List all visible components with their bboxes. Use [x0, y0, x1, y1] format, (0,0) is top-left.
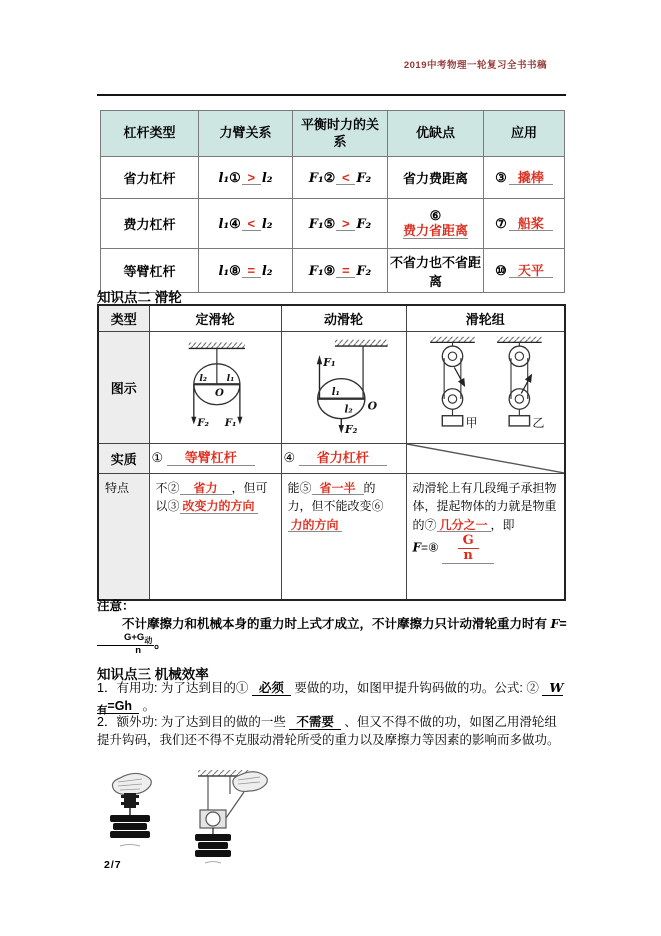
lever-type: 省力杠杆 [101, 157, 199, 199]
blank-number: ③ [495, 169, 507, 185]
answer-blank [336, 171, 355, 186]
ceiling-hatch-icon [188, 342, 244, 348]
answer-blank [242, 264, 261, 279]
answer-text: 改变力的方向 [182, 499, 255, 514]
document-header-title: 2019中考物理一轮复习全书书稿 [403, 60, 547, 71]
col-header-lever-type: 杠杆类型 [101, 111, 199, 157]
text: 不 [155, 480, 168, 495]
force-lhs: F₁ [308, 263, 324, 279]
pulley-block-lifting-figure [172, 768, 274, 868]
answer-text: 几分之一 [439, 517, 488, 532]
answer-blank [167, 451, 255, 466]
formula-symbol: W [549, 680, 564, 695]
lever-type: 费力杠杆 [101, 199, 199, 249]
fixed-pulley-diagram [152, 334, 280, 438]
pulley-group-diagram [410, 334, 560, 438]
blank-number: ⑥ [429, 207, 442, 223]
formula-rest: =Gh [107, 698, 133, 713]
text: 。 [142, 698, 156, 713]
fraction-numerator [97, 633, 154, 646]
answer-fill: 必须 [252, 681, 291, 696]
movable-pulley-diagram-cell [281, 331, 406, 443]
lever-type: 等臂杠杆 [101, 249, 199, 293]
answer-symbol: < [247, 215, 256, 231]
col-header-fixed-pulley: 定滑轮 [149, 305, 281, 331]
blank-number: ⑤ [323, 215, 336, 231]
text: 不计摩擦力和机械本身的重力时上式才成立，不计摩擦力只计动滑轮重力时有 [122, 617, 548, 631]
fraction [97, 633, 154, 655]
label-f1: F₁ [224, 416, 236, 429]
label-f2: F₂ [344, 422, 357, 436]
fraction-numerator: G [458, 534, 479, 549]
arm-rhs: l₂ [261, 216, 273, 232]
essence-fixed-cell [149, 443, 281, 473]
col-header-arm-relation: 力臂关系 [199, 111, 293, 157]
label-f2: F₂ [196, 416, 209, 429]
subscript: 有 [97, 705, 108, 716]
col-header-type: 类型 [98, 305, 149, 331]
answer-blank [336, 217, 355, 232]
features-movable-cell [281, 473, 406, 600]
answer-symbol: > [342, 215, 350, 231]
formula-equals: = [559, 617, 567, 631]
answer-blank [180, 500, 258, 514]
label-jia: 甲 [465, 415, 478, 430]
arm-relation-cell [199, 249, 293, 293]
label-o: O [214, 386, 224, 399]
answer-blank [437, 519, 491, 533]
blank-number: ⑩ [495, 262, 507, 278]
section-heading-efficiency: 知识点三 机械效率 [97, 667, 209, 682]
subscript: 动 [144, 635, 153, 645]
arm-lhs: l₁ [218, 170, 230, 186]
answer-fill: 不需要 [289, 715, 341, 730]
row-label-features: 特点 [98, 473, 149, 600]
answer-blank [442, 534, 494, 563]
blank-number: ⑤ [299, 480, 312, 495]
blank-number: ⑦ [495, 215, 507, 231]
force-rhs: F₂ [356, 263, 372, 279]
text: 2．额外功: 为了达到目的做的一些 [97, 715, 286, 729]
features-row [98, 473, 565, 600]
note-label: 注意： [97, 599, 135, 613]
answer-text: 省力 [193, 480, 218, 495]
label-o: O [367, 399, 377, 413]
table-row [101, 199, 565, 249]
answer-text: 力的方向 [290, 517, 339, 532]
blank-number: ⑨ [323, 262, 336, 278]
extra-work-paragraph [97, 714, 567, 749]
note-block [97, 598, 567, 655]
row-label-essence: 实质 [98, 443, 149, 473]
essence-group-empty-cell [406, 443, 565, 473]
text: ，即 [490, 517, 515, 532]
blank-number: ① [151, 450, 164, 465]
col-header-force-relation: 平衡时力的关系 [293, 111, 388, 157]
answer-blank [180, 482, 232, 496]
hand-lifting-weights-figure [100, 768, 158, 854]
row-label-diagram: 图示 [98, 331, 149, 443]
fraction-denominator: n [463, 547, 473, 563]
blank-number: ② [167, 480, 180, 495]
col-header-pulley-group: 滑轮组 [406, 305, 565, 331]
label-l1: l₁ [331, 386, 340, 398]
label-yi: 乙 [532, 415, 545, 430]
label-l2: l₂ [198, 372, 207, 384]
answer-text: 省一半 [319, 480, 356, 495]
fixed-pulley-diagram-cell [149, 331, 281, 443]
label-l1: l₁ [226, 372, 234, 384]
features-fixed-cell [149, 473, 281, 600]
diagonal-strike-icon [407, 444, 565, 473]
answer-text: 撬棒 [517, 169, 544, 185]
text: 的力，但不能改变 [287, 480, 376, 514]
pulley-header-row [98, 305, 565, 331]
lever-header-row [101, 111, 565, 157]
arm-relation-cell [199, 199, 293, 249]
pros-cons-cell: 省力费距离 [388, 157, 484, 199]
answer-blank [312, 482, 364, 496]
ceiling-hatch-icon [334, 339, 387, 345]
blank-number: ⑧ [428, 540, 439, 555]
label-f1: F₁ [322, 355, 336, 369]
header-rule [97, 94, 566, 96]
arm-relation-cell [199, 157, 293, 199]
fraction-denominator: n [135, 644, 142, 656]
arm-rhs: l₂ [261, 263, 273, 279]
answer-blank [242, 217, 261, 232]
application-cell [484, 249, 565, 293]
bottom-figures [100, 768, 274, 868]
label-l2: l₂ [343, 403, 353, 415]
blank-number: ② [323, 169, 336, 185]
text: 能 [287, 480, 300, 495]
blank-number: ⑧ [229, 262, 241, 278]
note-body [97, 615, 567, 655]
blank-number: ④ [229, 215, 241, 231]
answer-text: 费力省距离 [402, 223, 468, 239]
text: 。 [154, 636, 167, 651]
force-relation-cell [293, 249, 388, 293]
lever-table [100, 110, 565, 293]
answer-blank [242, 171, 261, 186]
fraction [458, 534, 479, 562]
arm-lhs: l₁ [218, 216, 230, 232]
arm-lhs: l₁ [218, 263, 230, 279]
application-cell [484, 199, 565, 249]
features-group-cell [406, 473, 565, 600]
answer-symbol: > [247, 169, 256, 185]
answer-blank [299, 451, 387, 466]
answer-symbol: = [247, 262, 256, 278]
table-row [101, 157, 565, 199]
formula-symbol: F [550, 616, 560, 631]
page-number: 2/7 [104, 859, 122, 871]
answer-blank [336, 264, 355, 279]
pulley-group-diagram-cell [406, 331, 565, 443]
col-header-pros-cons: 优缺点 [388, 111, 484, 157]
arm-rhs: l₂ [261, 170, 273, 186]
answer-blank [509, 217, 553, 232]
essence-row [98, 443, 565, 473]
blank-number: ⑥ [371, 499, 384, 514]
col-header-movable-pulley: 动滑轮 [281, 305, 406, 331]
blank-number: ③ [167, 499, 180, 514]
blank-number: ④ [283, 450, 296, 465]
formula-symbol: F [412, 540, 422, 555]
answer-blank [403, 224, 468, 239]
force-rhs: F₂ [356, 170, 372, 186]
force-relation-cell [293, 199, 388, 249]
answer-blank [509, 171, 553, 186]
diagram-row [98, 331, 565, 443]
answer-symbol: = [342, 262, 350, 278]
answer-text: 天平 [517, 262, 544, 278]
essence-movable-cell [281, 443, 406, 473]
section-heading-pulleys: 知识点二 滑轮 [97, 290, 182, 305]
answer-symbol: < [342, 169, 350, 185]
application-cell [484, 157, 565, 199]
text: 要做的功，如图甲提升钩码做的功。公式: ② [294, 681, 539, 695]
pulley-table [97, 304, 566, 601]
blank-number: ① [229, 169, 241, 185]
text: 1．有用功: 为了达到目的① [97, 681, 249, 695]
answer-text: 船桨 [517, 215, 544, 231]
text: G+G [124, 632, 145, 643]
text: 动滑轮上有几段绳子承担物体，提起物体的力就是物重的 [412, 480, 557, 532]
text: ，但可以 [155, 480, 268, 514]
formula-equals: = [421, 540, 429, 555]
col-header-application: 应用 [484, 111, 565, 157]
pros-cons-cell [388, 199, 484, 249]
text: 、但又不得不做的功，如图乙用滑轮组提升钩码，我们还不得不克服动滑轮所受的重力以及摩擦力等因素的影响而多做功。 [97, 715, 560, 747]
force-lhs: F₁ [308, 216, 324, 232]
force-lhs: F₁ [308, 170, 324, 186]
answer-text: 省力杠杆 [316, 450, 369, 465]
blank-number: ⑦ [424, 517, 437, 532]
force-rhs: F₂ [356, 216, 372, 232]
movable-pulley-diagram [285, 334, 403, 438]
answer-blank [288, 519, 342, 533]
answer-blank [509, 264, 553, 279]
force-relation-cell [293, 157, 388, 199]
pros-cons-cell: 不省力也不省距离 [388, 249, 484, 293]
answer-text: 等臂杠杆 [184, 450, 237, 465]
